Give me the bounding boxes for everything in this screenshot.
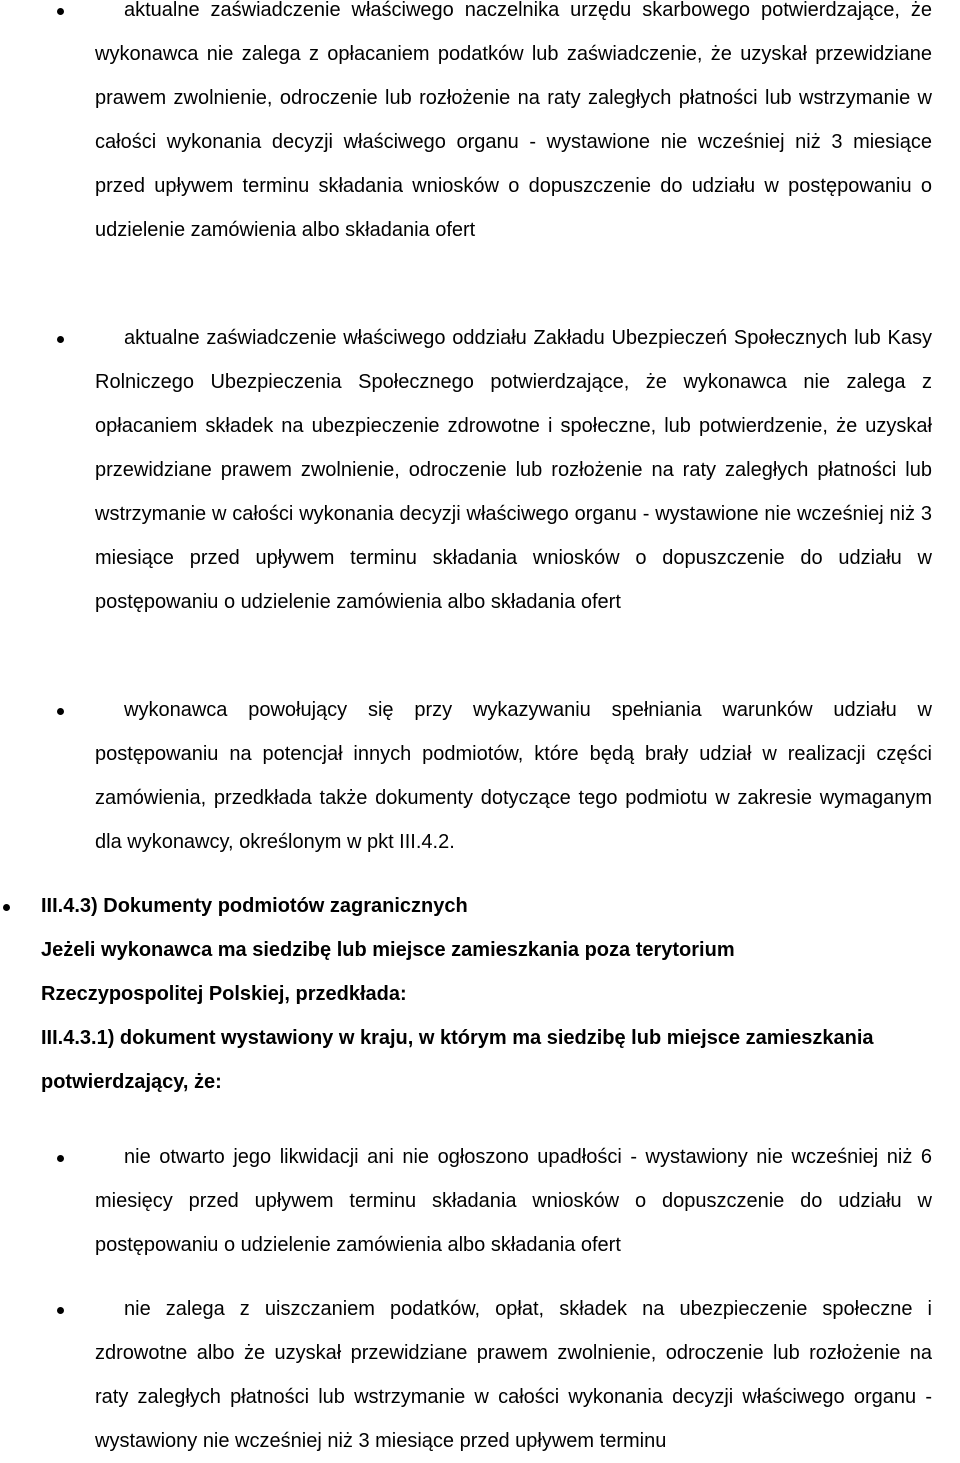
- bullet-icon: [3, 904, 10, 911]
- list-item: aktualne zaświadczenie właściwego naczelnika urzędu skarbowego potwierdzające, że wykonawca nie zalega z opłacaniem podatków lub zaświadczenie, że uzyskał przewidziane prawem zwolnienie, odroczenie lub rozłożenie na raty zaległych płatności lub wstrzymanie w całości wykonania decyzji właściwego organu - wystawione nie wcześniej niż 3 miesiące przed upływem terminu składania wniosków o dopuszczenie do udziału w postępowaniu o udzielenie zamówienia albo składania ofert: [95, 0, 932, 241]
- list-item: nie zalega z uiszczaniem podatków, opłat, składek na ubezpieczenie społeczne i zdrowotne albo że uzyskał przewidziane prawem zwolnienie, odroczenie lub rozłożenie na raty zaległych płatności lub wstrzymanie w całości wykonania decyzji właściwego organu - wystawiony nie wcześniej niż 3 miesiące przed upływem terminu: [95, 1298, 932, 1452]
- subsection-title: III.4.3.1) dokument wystawiony w kraju, w którym ma siedzibę lub miejsce zamieszkania: [41, 1027, 874, 1049]
- list-item: wykonawca powołujący się przy wykazywaniu spełniania warunków udziału w postępowaniu na potencjał innych podmiotów, które będą brały udział w realizacji części zamówienia, przedkłada także dokumenty dotyczące tego podmiotu w zakresie wymaganym dla wykonawcy, określonym w pkt III.4.2.: [95, 699, 932, 853]
- bullet-icon: [57, 8, 64, 15]
- bullet-icon: [57, 1155, 64, 1162]
- bullet-icon: [57, 1307, 64, 1314]
- subsection-title: potwierdzający, że:: [41, 1071, 222, 1093]
- bullet-icon: [57, 708, 64, 715]
- section-intro-line: Jeżeli wykonawca ma siedzibę lub miejsce zamieszkania poza terytorium: [41, 939, 735, 961]
- list-item: aktualne zaświadczenie właściwego oddziału Zakładu Ubezpieczeń Społecznych lub Kasy Rolniczego Ubezpieczenia Społecznego potwierdzające, że wykonawca nie zalega z opłacaniem składek na ubezpieczenie zdrowotne i społeczne, lub potwierdzenie, że uzyskał przewidziane prawem zwolnienie, odroczenie lub rozłożenie na raty zaległych płatności lub wstrzymanie w całości wykonania decyzji właściwego organu - wystawione nie wcześniej niż 3 miesiące przed upływem terminu składania wniosków o dopuszczenie do udziału w postępowaniu o udzielenie zamówienia albo składania ofert: [95, 327, 932, 613]
- bullet-icon: [57, 336, 64, 343]
- list-item: nie otwarto jego likwidacji ani nie ogłoszono upadłości - wystawiony nie wcześniej niż 6 miesięcy przed upływem terminu składania wniosków o dopuszczenie do udziału w postępowaniu o udzielenie zamówienia albo składania ofert: [95, 1146, 932, 1256]
- section-intro-line: Rzeczypospolitej Polskiej, przedkłada:: [41, 983, 407, 1005]
- section-title: III.4.3) Dokumenty podmiotów zagranicznych: [41, 895, 468, 917]
